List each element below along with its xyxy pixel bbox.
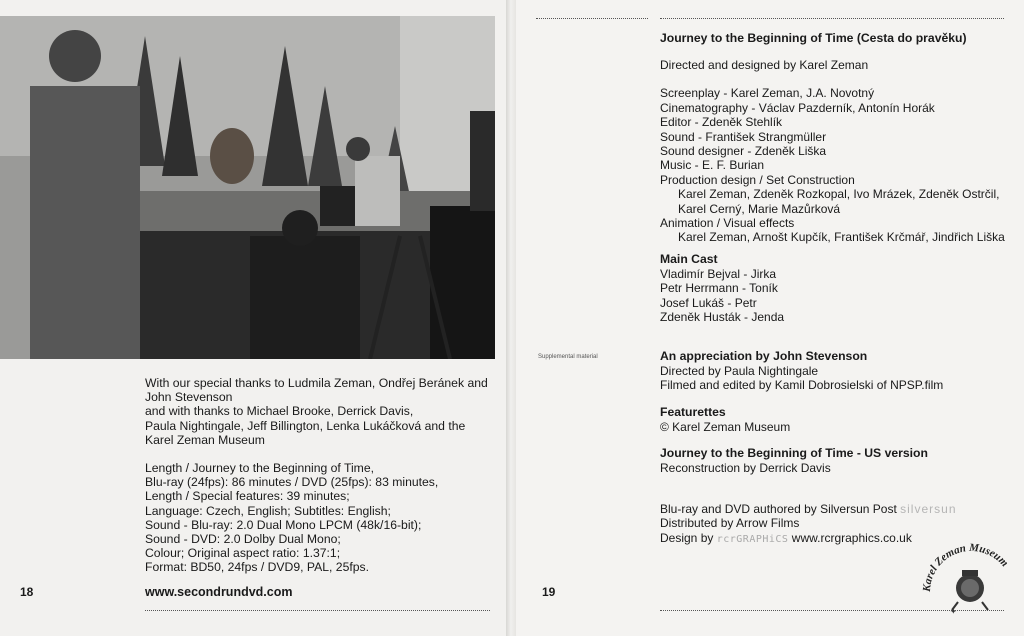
crew-line: Music - E. F. Burian [660,158,765,173]
spec-line: Colour; Original aspect ratio: 1.37:1; [145,546,341,561]
silversun-logo: silversun [900,502,957,516]
thanks-line: John Stevenson [145,390,233,405]
featurettes-heading: Featurettes [660,405,726,419]
left-page [0,0,508,636]
spec-line: Length / Special features: 39 minutes; [145,489,350,504]
crew-line: Karel Cerný, Marie Mazůrková [678,201,841,216]
authored-text: Blu-ray and DVD authored by Silversun Post [660,502,897,516]
us-version [660,446,1010,475]
svg-text:✦: ✦ [950,607,957,615]
design-url[interactable]: www.rcrgraphics.co.uk [791,530,912,545]
cast-line: Josef Lukáš - Petr [660,295,757,310]
crew-line: Animation / Visual effects [660,216,795,231]
appreciation-heading: An appreciation by John Stevenson [660,349,868,363]
museum-logo-emblem [920,530,1020,615]
appreciation-line: Directed by Paula Nightingale [660,364,819,378]
crew-line: Karel Zeman, Arnošt Kupčík, František Krčmář, Jindřich Liška [678,230,1005,245]
cast-heading: Main Cast [660,252,718,266]
crew-line: Sound designer - Zdeněk Liška [660,144,827,159]
appreciation [660,349,1010,393]
spec-line: Sound - DVD: 2.0 Dolby Dual Mono; [145,532,341,547]
film-set-photo [0,16,495,359]
film-title: Journey to the Beginning of Time (Cesta do pravěku) [660,31,967,45]
acknowledgements [145,376,490,589]
dotted-rule [660,18,1004,19]
thanks-line: Karel Zeman Museum [145,432,265,447]
thanks-line: Paula Nightingale, Jeff Billington, Lenka Lukáčková and the [145,418,466,433]
film-set-illustration [0,16,495,359]
featurettes [660,405,1010,434]
spec-line: Language: Czech, English; Subtitles: English; [145,503,391,518]
director-credit: Directed and designed by Karel Zeman [660,58,869,72]
thanks-line: and with thanks to Michael Brooke, Derrick Davis, [145,404,414,419]
dotted-rule [536,18,648,19]
design-prefix: Design by [660,530,714,545]
crew-line: Cinematography - Václav Pazderník, Antonín Horák [660,100,935,115]
us-version-heading: Journey to the Beginning of Time - US version [660,446,928,460]
rcr-graphics-logo: rcrGRAPHiCS [716,533,789,545]
thanks-paragraph [145,376,490,447]
crew-line: Karel Zeman, Zdeněk Rozkopal, Ivo Mrázek, Zdeněk Ostrčil, [678,187,1000,202]
section-label: Supplemental material [538,354,598,360]
website-link[interactable]: www.secondrundvd.com [145,585,293,599]
cast-line: Vladimír Bejval - Jirka [660,267,777,281]
thanks-line: With our special thanks to Ludmila Zeman, Ondřej Beránek and [145,376,488,390]
spec-line: Sound - Blu-ray: 2.0 Dual Mono LPCM (48k/16-bit); [145,517,422,532]
karel-zeman-museum-logo [920,530,1020,615]
spec-line: Length / Journey to the Beginning of Time, [145,461,375,476]
authored-line [660,502,1010,516]
main-cast [660,252,1010,325]
crew-line: Editor - Zdeněk Stehlík [660,115,783,130]
us-version-line: Reconstruction by Derrick Davis [660,461,831,475]
spec-line: Format: BD50, 24fps / DVD9, PAL, 25fps. [145,560,369,575]
crew-line: Production design / Set Construction [660,172,855,187]
dotted-rule [145,610,490,611]
appreciation-line: Filmed and edited by Kamil Dobrosielski of NPSP.film [660,378,944,393]
spec-line: Blu-ray (24fps): 86 minutes / DVD (25fps): 83 minutes, [145,475,439,490]
crew-line: Screenplay - Karel Zeman, J.A. Novotný [660,86,875,101]
distributed-line: Distributed by Arrow Films [660,516,800,531]
page-number-left: 18 [20,585,34,599]
cast-line: Zdeněk Husták - Jenda [660,310,785,325]
crew-line: Sound - František Strangmüller [660,129,827,144]
featurettes-line: © Karel Zeman Museum [660,420,791,434]
page-number-right: 19 [542,585,556,599]
museum-logo-text: Karel Zeman Museum [920,541,1011,593]
specs-paragraph [145,461,490,575]
film-credits [660,31,1010,245]
cast-line: Petr Herrmann - Toník [660,281,778,296]
